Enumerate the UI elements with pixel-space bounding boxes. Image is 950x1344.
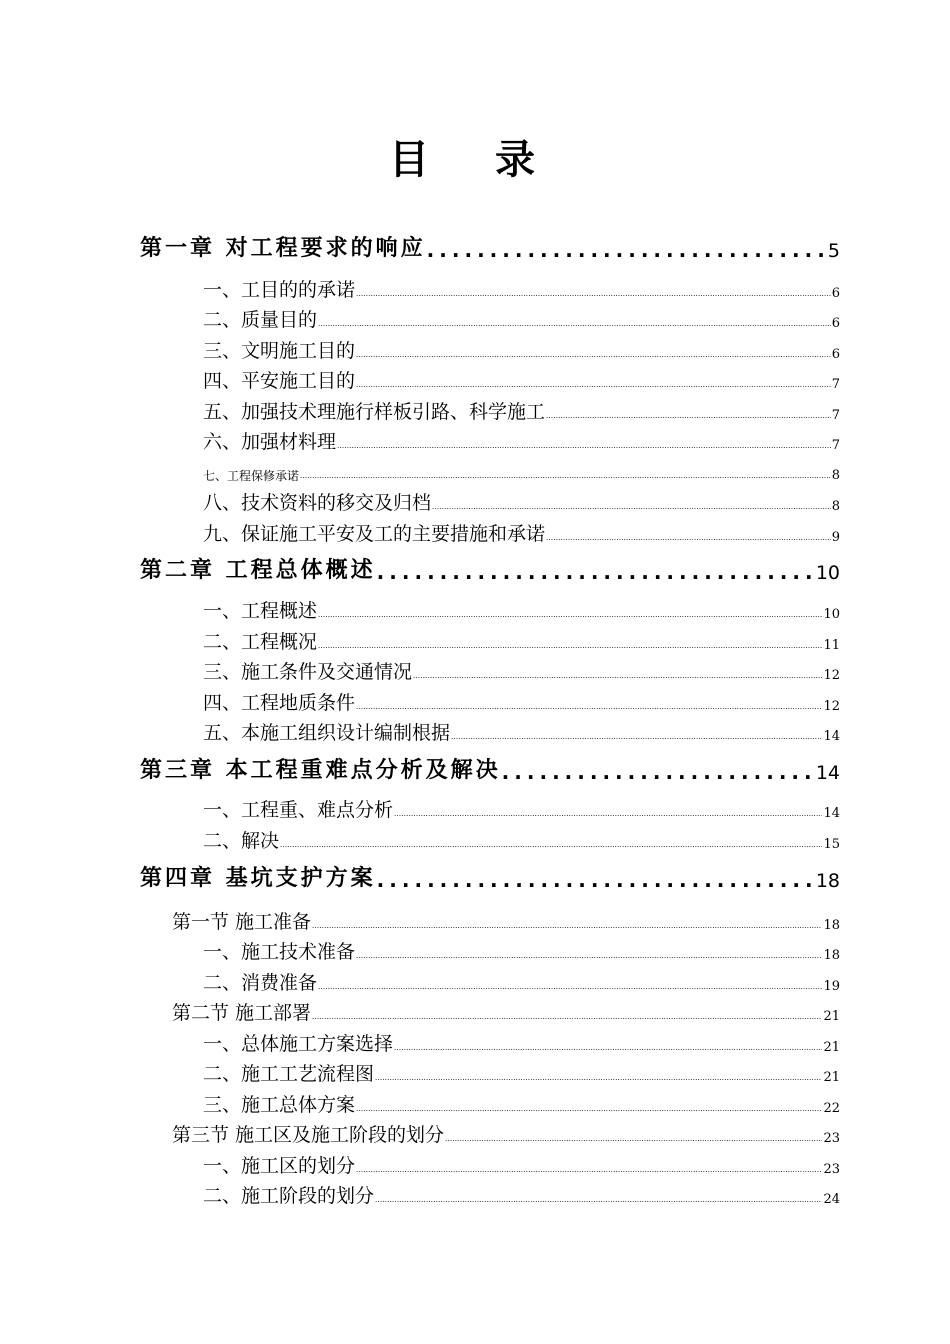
toc-entry-label: 二、施工阶段的划分 — [203, 1185, 375, 1207]
toc-page-number: 12 — [823, 699, 840, 714]
toc-dot-leader — [502, 758, 815, 784]
toc-item-entry[interactable] — [203, 1178, 840, 1208]
toc-item-entry[interactable] — [203, 302, 840, 332]
toc-entry-label: 一、工目的的承诺 — [203, 279, 356, 301]
toc-dot-leader — [394, 802, 822, 822]
toc-page-number: 14 — [823, 806, 840, 821]
toc-entry-label: 三、施工条件及交通情况 — [203, 661, 413, 683]
toc-item-entry[interactable] — [203, 485, 840, 515]
toc-dot-leader — [356, 343, 831, 363]
toc-chapter-entry[interactable] — [140, 222, 840, 262]
toc-entry-label: 六、加强材料理 — [203, 431, 337, 453]
toc-page-number: 23 — [823, 1131, 840, 1146]
toc-item-entry[interactable] — [203, 363, 840, 393]
toc-dot-leader — [318, 975, 822, 995]
toc-entry-label: 五、加强技术理施行样板引路、科学施工 — [203, 401, 546, 423]
toc-page-number: 18 — [815, 870, 840, 892]
toc-item-entry[interactable] — [203, 965, 840, 995]
toc-dot-leader — [356, 282, 831, 302]
toc-dot-leader — [312, 1005, 822, 1025]
toc-dot-leader — [375, 1066, 822, 1086]
toc-page-number: 21 — [823, 1070, 840, 1085]
toc-page-number: 24 — [823, 1192, 840, 1207]
toc-page-number: 18 — [823, 918, 840, 933]
toc-entry-label: 四、工程地质条件 — [203, 692, 356, 714]
toc-item-entry[interactable] — [203, 454, 840, 484]
toc-page-number: 18 — [823, 948, 840, 963]
toc-entry-label: 一、施工技术准备 — [203, 941, 356, 963]
toc-dot-leader — [312, 914, 822, 934]
toc-dot-leader — [356, 1097, 822, 1117]
toc-dot-leader — [280, 833, 822, 853]
toc-dot-leader — [546, 526, 831, 546]
toc-entry-label: 四、平安施工目的 — [203, 370, 356, 392]
toc-dot-leader — [337, 434, 831, 454]
toc-item-entry[interactable] — [203, 1026, 840, 1056]
toc-entry-label: 七、工程保修承诺 — [203, 469, 300, 483]
toc-entry-label: 二、工程概况 — [203, 631, 318, 653]
toc-dot-leader — [394, 1036, 822, 1056]
toc-entry-label: 第三章 本工程重难点分析及解决 — [140, 758, 501, 783]
toc-item-entry[interactable] — [203, 593, 840, 623]
toc-entry-label: 第三节 施工区及施工阶段的划分 — [172, 1124, 445, 1146]
toc-page-number: 23 — [823, 1162, 840, 1177]
toc-page-number: 7 — [831, 408, 840, 423]
toc-entry-label: 二、施工工艺流程图 — [203, 1063, 375, 1085]
toc-page-number: 6 — [831, 347, 840, 362]
toc-page-number: 21 — [823, 1009, 840, 1024]
toc-dot-leader — [377, 558, 815, 584]
toc-page-number: 19 — [823, 979, 840, 994]
toc-chapter-entry[interactable] — [140, 744, 840, 784]
toc-item-entry[interactable] — [203, 823, 840, 853]
toc-dot-leader — [445, 1127, 822, 1147]
toc-item-entry[interactable] — [203, 624, 840, 654]
toc-section-entry[interactable] — [172, 904, 840, 934]
toc-dot-leader — [318, 312, 831, 332]
toc-item-entry[interactable] — [203, 272, 840, 302]
toc-title: 目 录 — [389, 137, 561, 183]
toc-entry-label: 第一章 对工程要求的响应 — [140, 236, 426, 261]
toc-item-entry[interactable] — [203, 685, 840, 715]
toc-entry-label: 一、施工区的划分 — [203, 1155, 356, 1177]
toc-dot-leader — [356, 373, 831, 393]
toc-item-entry[interactable] — [203, 424, 840, 454]
toc-entry-label: 三、施工总体方案 — [203, 1094, 356, 1116]
toc-entry-label: 一、工程概述 — [203, 600, 318, 622]
toc-page-number: 10 — [823, 607, 840, 622]
toc-dot-leader — [375, 1188, 822, 1208]
toc-dot-leader — [427, 236, 827, 262]
toc-item-entry[interactable] — [203, 715, 840, 745]
toc-page-number: 11 — [823, 638, 840, 653]
toc-entry-label: 第一节 施工准备 — [172, 911, 312, 933]
toc-item-entry[interactable] — [203, 516, 840, 546]
toc-dot-leader — [451, 725, 822, 745]
toc-dot-leader — [432, 495, 831, 515]
toc-page-number: 21 — [823, 1040, 840, 1055]
toc-page-number: 15 — [823, 837, 840, 852]
toc-chapter-entry[interactable] — [140, 852, 840, 892]
toc-entry-label: 二、消费准备 — [203, 972, 318, 994]
toc-item-entry[interactable] — [203, 1056, 840, 1086]
toc-page-number: 7 — [831, 377, 840, 392]
toc-dot-leader — [356, 695, 822, 715]
toc-dot-leader — [413, 664, 822, 684]
toc-entry-label: 三、文明施工目的 — [203, 340, 356, 362]
toc-entry-label: 五、本施工组织设计编制根据 — [203, 722, 451, 744]
toc-item-entry[interactable] — [203, 792, 840, 822]
toc-entry-label: 八、技术资料的移交及归档 — [203, 492, 432, 514]
toc-entry-label: 二、质量目的 — [203, 309, 318, 331]
toc-item-entry[interactable] — [203, 1148, 840, 1178]
toc-entry-label: 一、工程重、难点分析 — [203, 799, 394, 821]
toc-page-number: 12 — [823, 668, 840, 683]
toc-page-number: 8 — [831, 499, 840, 514]
toc-dot-leader — [300, 464, 831, 484]
toc-section-entry[interactable] — [172, 995, 840, 1025]
toc-section-entry[interactable] — [172, 1117, 840, 1147]
toc-dot-leader — [377, 866, 815, 892]
toc-dot-leader — [318, 634, 822, 654]
toc-item-entry[interactable] — [203, 394, 840, 424]
toc-page-number: 6 — [831, 316, 840, 331]
toc-page-number: 7 — [831, 438, 840, 453]
toc-item-entry[interactable] — [203, 934, 840, 964]
toc-item-entry[interactable] — [203, 1087, 840, 1117]
toc-page-number: 14 — [823, 729, 840, 744]
toc-chapter-entry[interactable] — [140, 544, 840, 584]
toc-dot-leader — [318, 603, 822, 623]
toc-dot-leader — [356, 944, 822, 964]
toc-page-number: 10 — [815, 562, 840, 584]
toc-page-number: 5 — [827, 240, 840, 262]
toc-entry-label: 一、总体施工方案选择 — [203, 1033, 394, 1055]
toc-item-entry[interactable] — [203, 333, 840, 363]
toc-page-number: 14 — [815, 762, 840, 784]
toc-page-number: 22 — [823, 1101, 840, 1116]
toc-entry-label: 九、保证施工平安及工的主要措施和承诺 — [203, 523, 546, 545]
toc-entry-label: 第二章 工程总体概述 — [140, 558, 376, 583]
toc-page-number: 8 — [831, 468, 840, 483]
toc-page-number: 6 — [831, 286, 840, 301]
toc-entry-label: 二、解决 — [203, 830, 280, 852]
toc-dot-leader — [546, 404, 831, 424]
toc-entry-label: 第四章 基坑支护方案 — [140, 866, 376, 891]
toc-dot-leader — [356, 1158, 822, 1178]
toc-page-number: 9 — [831, 530, 840, 545]
toc-entry-label: 第二节 施工部署 — [172, 1002, 312, 1024]
toc-item-entry[interactable] — [203, 654, 840, 684]
